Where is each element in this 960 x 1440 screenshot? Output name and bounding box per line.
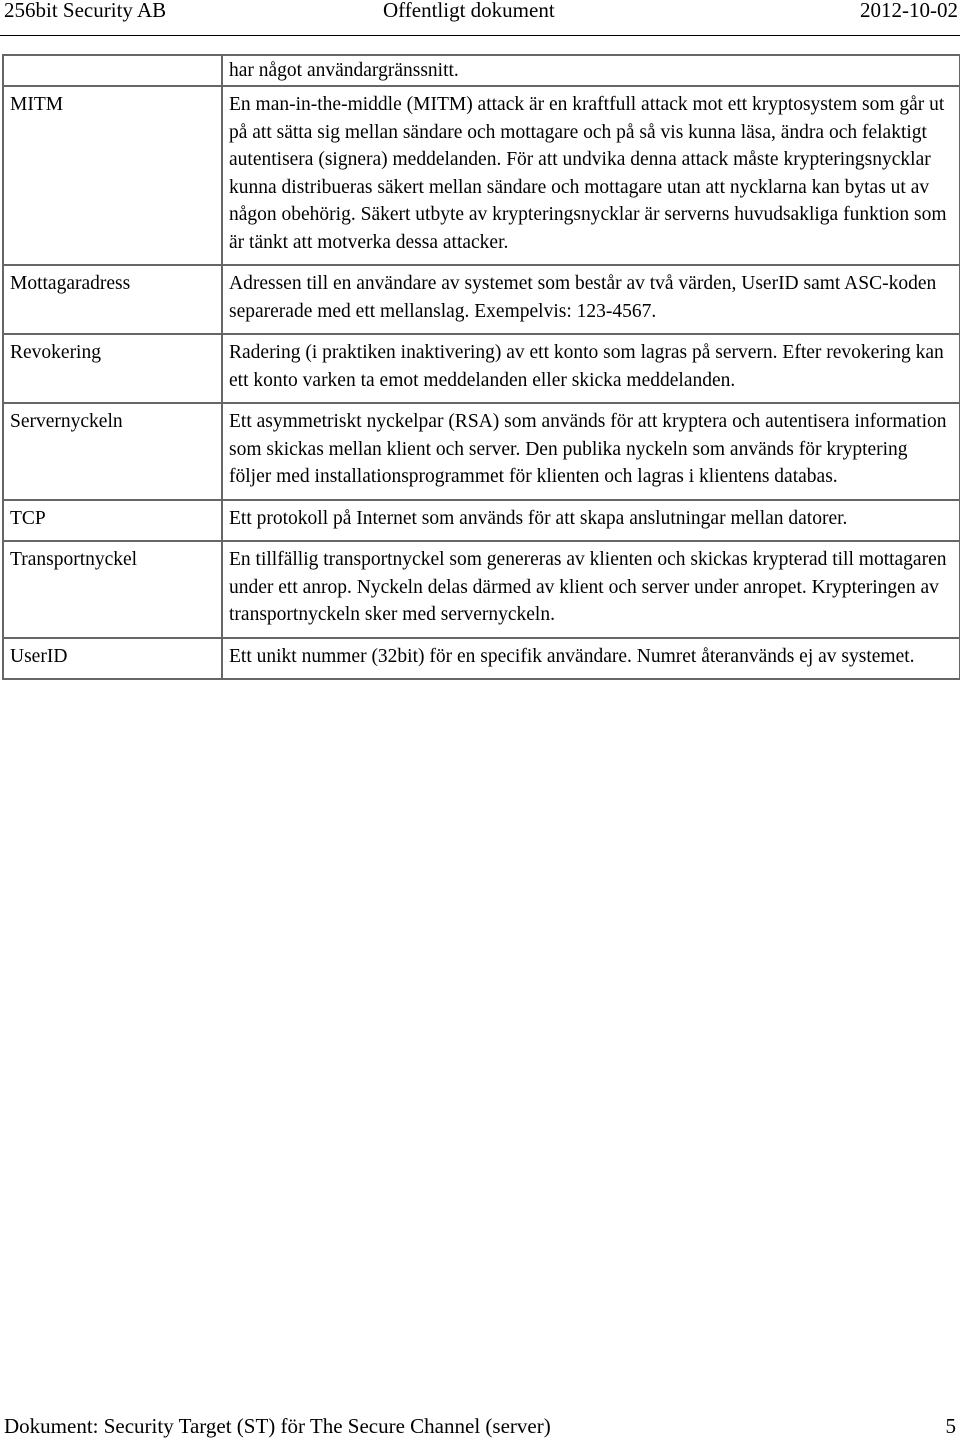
table-row	[3, 55, 960, 86]
glossary-table	[2, 54, 960, 680]
table-row	[3, 86, 960, 265]
table-row	[3, 265, 960, 334]
glossary-definition: Ett protokoll på Internet som används för att skapa anslutningar mellan datorer.	[222, 500, 960, 542]
glossary-definition: Radering (i praktiken inaktivering) av ett konto som lagras på servern. Efter revokering kan ett konto varken ta emot meddelanden eller skicka meddelanden.	[222, 334, 960, 403]
table-row	[3, 638, 960, 680]
table-row	[3, 541, 960, 638]
glossary-definition: En tillfällig transportnyckel som genereras av klienten och skickas krypterad till mottagaren under ett anrop. Nyckeln delas därmed av klient och server under anropet. Krypteringen av transportnyckeln sker med servernyckeln.	[222, 541, 960, 638]
table-row	[3, 500, 960, 542]
footer-page-number: 5	[945, 1414, 956, 1438]
table-row	[3, 334, 960, 403]
glossary-definition: Ett asymmetriskt nyckelpar (RSA) som används för att kryptera och autentisera information som skickas mellan klient och server. Den publika nyckeln som används för kryptering följer med installationsprogrammet för klienten och lagras i klientens databas.	[222, 403, 960, 500]
glossary-term	[3, 55, 222, 86]
glossary-term: TCP	[3, 500, 222, 542]
glossary-definition: har något användargränssnitt.	[222, 55, 960, 86]
table-row	[3, 403, 960, 500]
footer-document-title: Dokument: Security Target (ST) för The Secure Channel (server)	[4, 1414, 551, 1438]
glossary-term: Mottagaradress	[3, 265, 222, 334]
header-classification: Offentligt dokument	[383, 0, 555, 22]
glossary-definition: Ett unikt nummer (32bit) för en specifik användare. Numret återanvänds ej av systemet.	[222, 638, 960, 680]
page-header	[0, 0, 960, 24]
header-date: 2012-10-02	[860, 0, 958, 22]
page-footer	[0, 1412, 960, 1440]
glossary-term: UserID	[3, 638, 222, 680]
glossary-term: Revokering	[3, 334, 222, 403]
glossary-definition: En man-in-the-middle (MITM) attack är en kraftfull attack mot ett kryptosystem som går ut på att sätta sig mellan sändare och mottagare och på så vis kunna läsa, ändra och felaktigt autentisera (signera) meddelanden. För att undvika denna attack måste krypteringsnycklar kunna distribueras säkert mellan sändare och mottagare utan att nycklarna kan bytas ut av någon obehörig. Säkert utbyte av krypteringsnycklar är serverns huvudsakliga funktion som är tänkt att motverka dessa attacker.	[222, 86, 960, 265]
glossary-definition: Adressen till en användare av systemet som består av två värden, UserID samt ASC-koden separerade med ett mellanslag. Exempelvis: 123-4567.	[222, 265, 960, 334]
header-company: 256bit Security AB	[4, 0, 167, 22]
glossary-term: MITM	[3, 86, 222, 265]
glossary-term: Servernyckeln	[3, 403, 222, 500]
glossary-term: Transportnyckel	[3, 541, 222, 638]
header-divider	[0, 35, 960, 36]
